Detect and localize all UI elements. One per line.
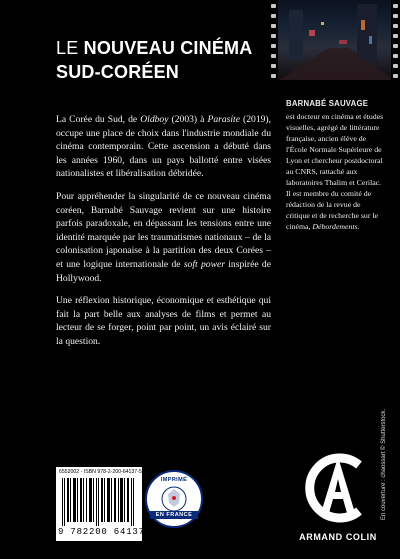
book-title [56,36,256,84]
cover-credit: En couverture : chaossart © Shutterstock. [381,408,387,520]
paragraph-1: La Corée du Sud, de Oldboy (2003) à Parasite (2019), occupe une place de choix dans l'industrie mondiale du cinéma contemporain. Cette ascension a débuté dans les années 1960, dans un pays ballotté entre visées nationalistes et libéralisation débridée. [56,114,272,180]
isbn-barcode [56,467,152,541]
filmstrip-edge-right [391,0,400,80]
badge-top-text: IMPRIMÉ [160,477,188,483]
armand-colin-logo-icon [293,447,383,529]
paragraph-2: Pour appréhender la singularité de ce nouveau cinéma coréen, Barnabé Sauvage revient sur une histoire parfois paradoxale, en dépassant les tensions entre une identité marquée par les traumatismes nationaux – de la colonisation japonaise à la partition des deux Corées – et une logique internationale de soft power inspirée de Hollywood. [56,190,271,284]
title-bold-line2: SUD-CORÉEN [56,62,180,82]
film-title-oldboy: Oldboy [140,114,169,125]
cover-photo-filmstrip [269,0,400,80]
term-soft-power: soft power [183,258,225,270]
barcode-digits: 9 782200 641375 [58,527,152,537]
barcode-bars [62,478,136,526]
night-street-image [269,0,400,80]
badge-band-text: EN FRANCE [150,511,198,519]
bio-text: est docteur en cinéma et études visuelles, agrégé de littérature française, ancien élève de l'École Normale Supérieure de Lyon et chercheur postdoctoral au CNRS, rattaché aux laboratoires Thalim et Cerilac. Il est membre du comité de rédaction de la revue de critique et de recherche sur le cinéma, [286,112,384,231]
title-prefix: LE [56,38,79,58]
film-title-parasite: Parasite [207,114,240,125]
author-name: BARNABÉ SAUVAGE [286,99,369,108]
isbn-line: 6552002 - ISBN 978-2-200-64137-5 [59,469,142,475]
publisher-name: ARMAND COLIN [299,532,377,542]
printed-in-france-badge [145,470,203,528]
back-cover-text [56,113,271,358]
paragraph-3: Une réflexion historique, économique et esthétique qui fait la part belle aux analyses de films et permet au lecteur de se forger, point par point, un avis éclairé sur la question. [56,295,271,347]
author-bio: BARNABÉ SAUVAGE est docteur en cinéma et études visuelles, agrégé de littérature française, ancien élève de l'École Normale Supérieure de Lyon et chercheur postdoctoral au CNRS, rattaché aux laboratoires Thalim et Cerilac. Il est membre du comité de rédaction de la revue de critique et de recherche sur le cinéma, Débordements. [286,98,386,232]
journal-title: Débordements [312,222,358,231]
title-bold-line1: NOUVEAU CINÉMA [83,38,253,58]
publisher-logo [293,447,383,547]
